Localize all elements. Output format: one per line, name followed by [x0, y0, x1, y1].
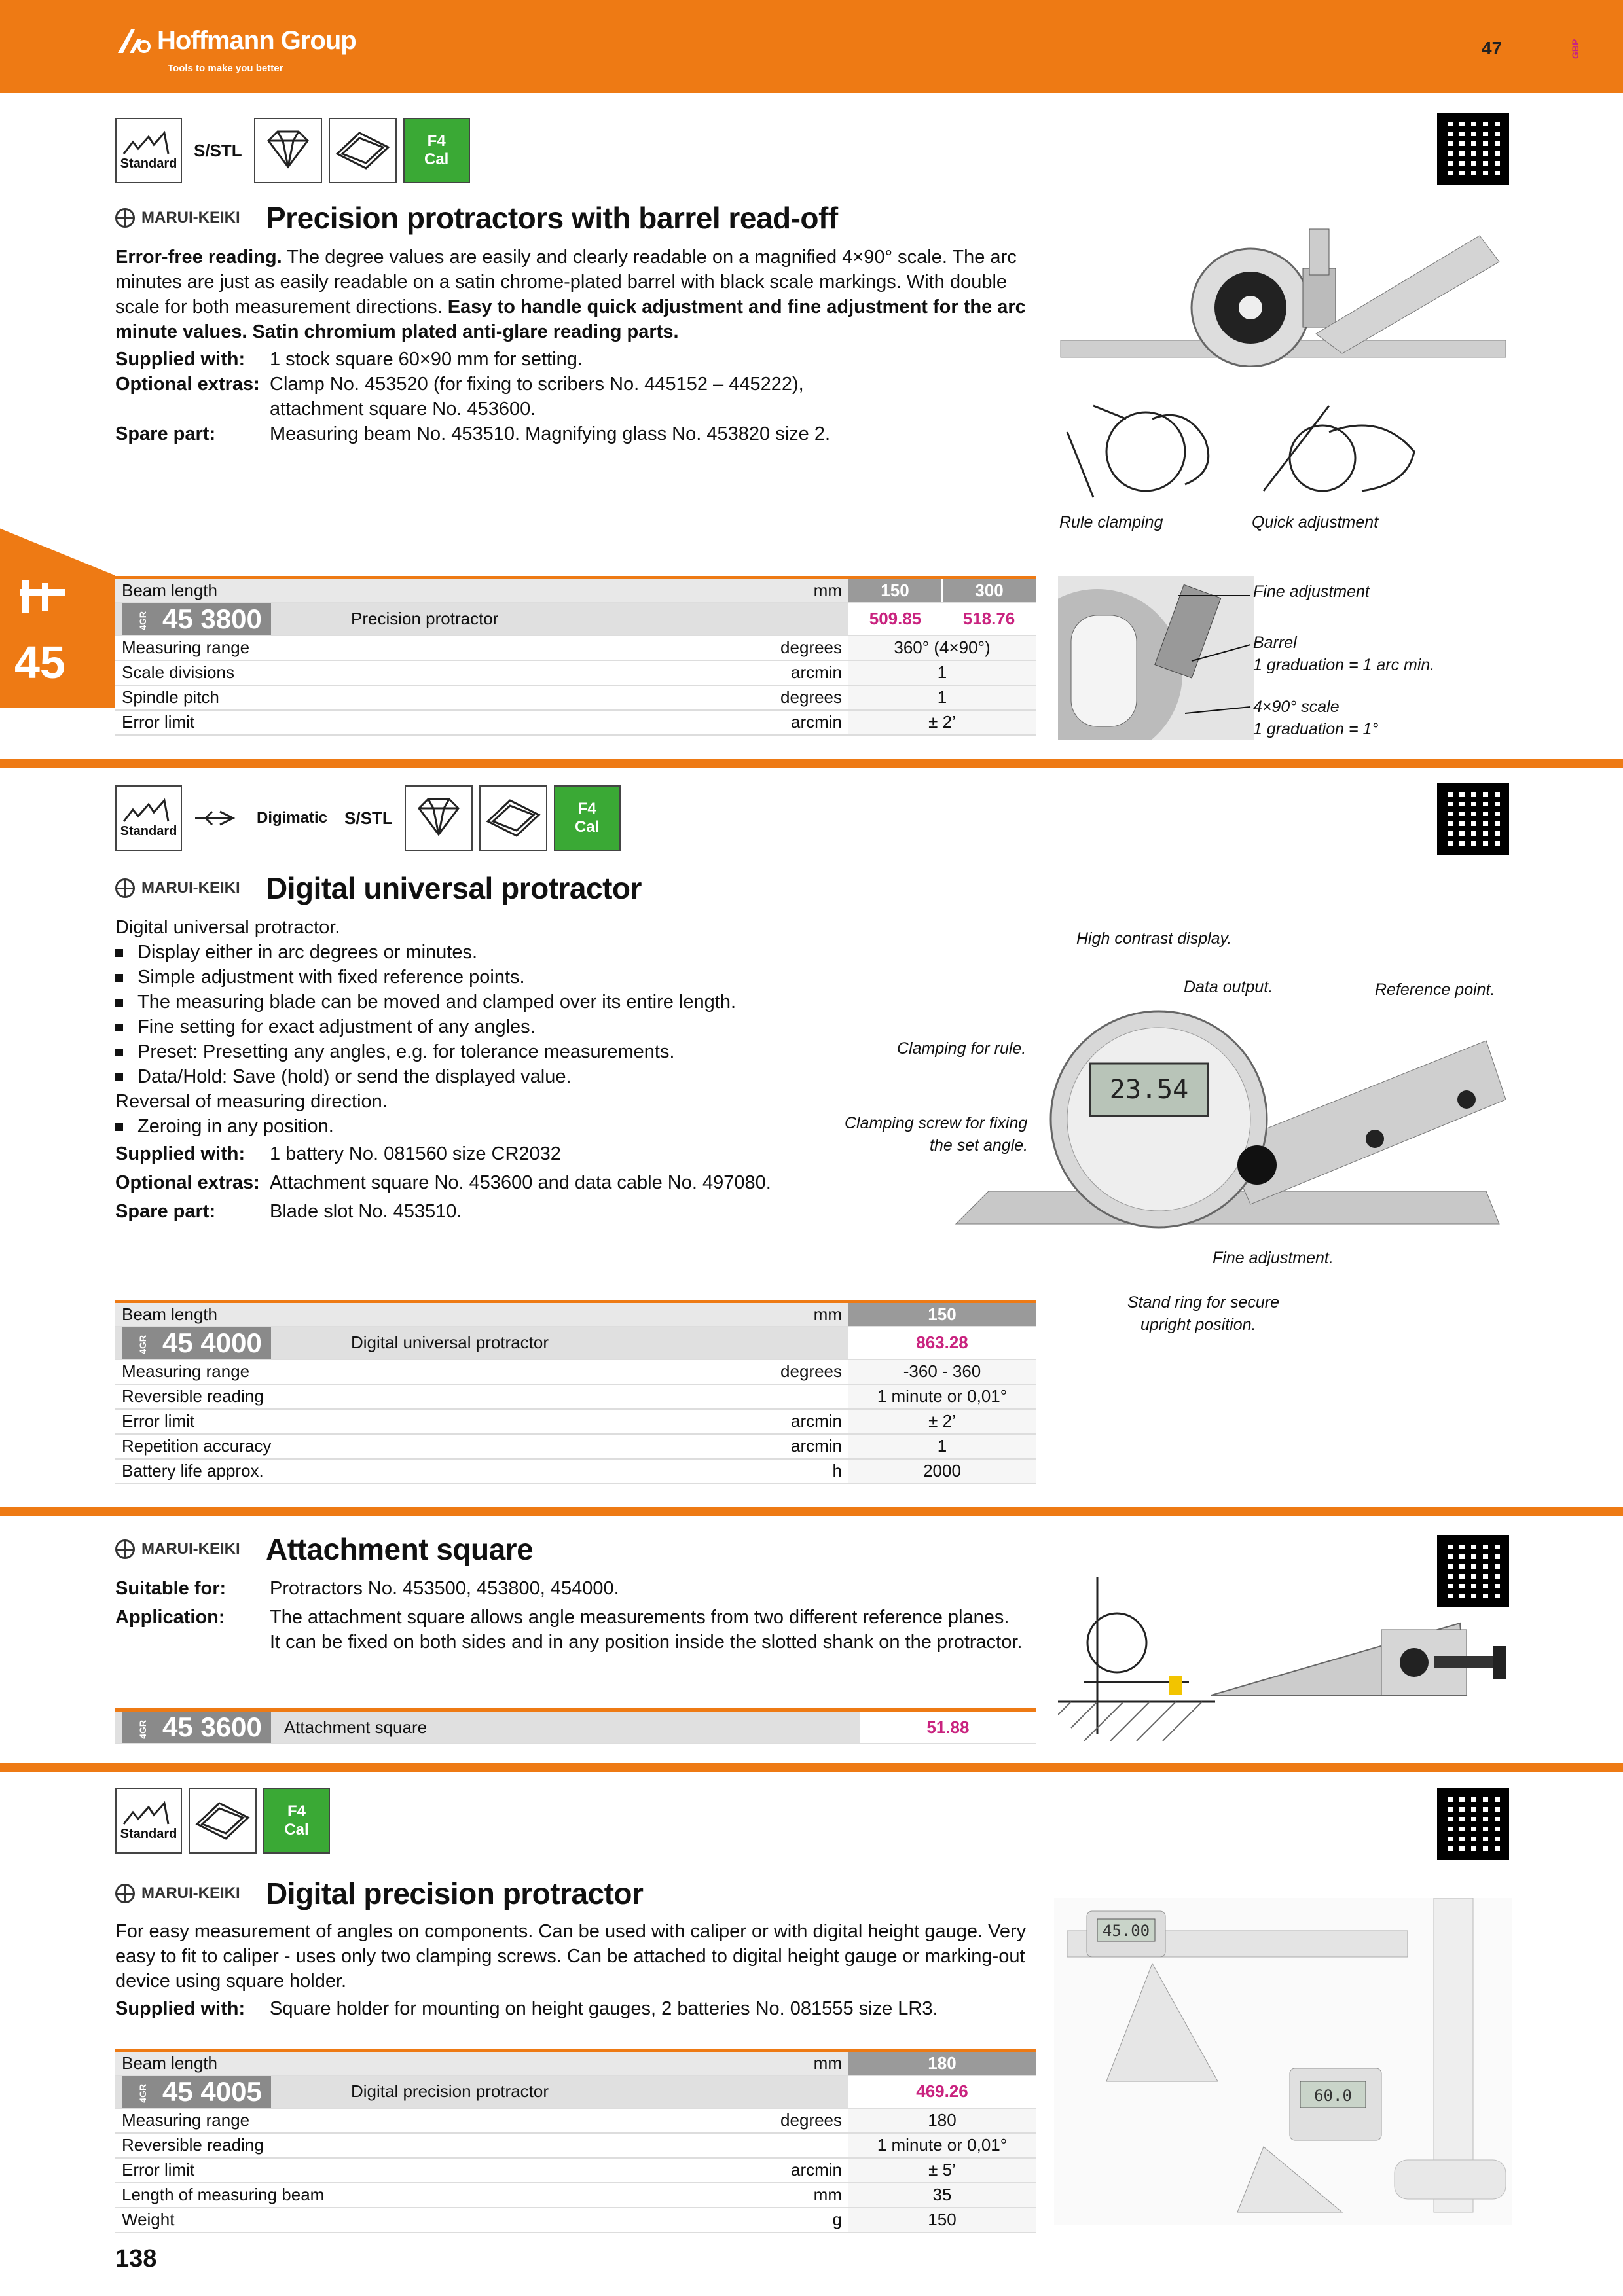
article-number: 4GR 45 4005: [122, 2076, 271, 2108]
brand-globe-icon: [115, 208, 135, 228]
price-180: 469.26: [848, 2075, 1036, 2108]
calibration-badge: F4 Cal: [554, 785, 621, 851]
caption-data-output: Data output.: [1184, 978, 1273, 996]
article-number: 4GR 45 4000: [122, 1327, 271, 1359]
caliper-icon: [13, 576, 72, 622]
brand-globe-icon: [115, 1884, 135, 1903]
standard-icon: Standard: [115, 118, 182, 183]
caption-fine-adjustment-2: Fine adjustment.: [1213, 1249, 1334, 1267]
brand-marui-keiki-1: MARUI-KEIKI: [115, 208, 240, 228]
spec-table-2: Beam length mm 150 4GR 45 4000 Digital universal protractor 863.28 Measuring range degrees -360 - 360 Reversible reading 1 minute or 0,01° Error limit arcmin ± 2’ Repetition accuracy arcmin 1 Battery life approx. h 2000: [115, 1300, 1036, 1484]
digital-protractor-image: [949, 969, 1512, 1244]
brand-marui-keiki-2: MARUI-KEIKI: [115, 878, 240, 898]
product-title-4: Digital precision protractor: [266, 1876, 644, 1910]
product-title-1: Precision protractors with barrel read-off: [266, 201, 838, 235]
page-number-top: 47: [1482, 38, 1503, 58]
attachment-square-image: [1211, 1617, 1512, 1708]
caption-fine-adjustment: Fine adjustment: [1253, 583, 1370, 601]
caption-scale: 4×90° scale: [1253, 698, 1340, 716]
sstl-label: S/STL: [189, 118, 247, 183]
product-title-3: Attachment square: [266, 1532, 534, 1566]
article-number: 4GR 45 3800: [122, 603, 271, 635]
price: 51.88: [860, 1710, 1036, 1744]
digital-precision-protractor-image: [1054, 1898, 1512, 2225]
article-number: 4GR 45 3600: [122, 1712, 271, 1743]
display-readout-2: 60.0: [1314, 2087, 1352, 2105]
case-icon: [189, 1788, 257, 1854]
qr-code-3[interactable]: [1437, 1535, 1509, 1607]
brand-logo: [115, 26, 356, 56]
spec-table-3: 4GR 45 3600 Attachment square 51.88: [115, 1708, 1036, 1744]
brand-marui-keiki-4: MARUI-KEIKI: [115, 1884, 240, 1903]
product-title-2: Digital universal protractor: [266, 871, 642, 905]
brand-tagline: Tools to make you better: [168, 63, 283, 74]
product-description-2: Digital universal protractor. Display either in arc degrees or minutes. Simple adjustment with fixed reference points. The measuring blade can be moved and clamped over its entire length. Fine setting for exact adjustment of any angles. Preset: Presetting any angles, e.g. for tolerance measurements. Data/Hold: Save (hold) or send the displayed value. Reversal of measuring direction. Zeroing in any position. Supplied with: 1 battery No. 081560 size CR2032 Optional extras: Attachment square No. 453600 and data cable No. 497080. Spare part: Blade slot No. 453510.: [115, 917, 771, 1222]
diamond-icon: [405, 785, 473, 851]
qr-code-1[interactable]: [1437, 113, 1509, 185]
caption-rule-clamping: Rule clamping: [1059, 513, 1163, 531]
price-150: 863.28: [848, 1327, 1036, 1359]
case-icon: [329, 118, 397, 183]
brand-name: Hoffmann Group: [157, 26, 356, 55]
caption-scale-graduation: 1 graduation = 1°: [1253, 720, 1379, 738]
caption-reference-point: Reference point.: [1375, 980, 1495, 999]
qr-code-2[interactable]: [1437, 783, 1509, 855]
barrel-protractor-image: [1054, 223, 1512, 367]
rule-clamping-image: [1054, 393, 1237, 504]
case-icon: [479, 785, 547, 851]
caption-clamping-rule: Clamping for rule.: [897, 1039, 1027, 1058]
caption-clamping-screw-2: the set angle.: [930, 1136, 1029, 1155]
product-description-4: For easy measurement of angles on components. Can be used with caliper or with digital height gauge. Very easy to fit to caliper - uses only two clamping screws. Can be attached to digital height gauge or marking-out device using square holder. Supplied with: Square holder for mounting on height gauges, 2 batteries No. 081555 size LR3.: [115, 1921, 1027, 2019]
section-number: 45: [14, 637, 65, 688]
display-readout: 23.54: [1109, 1075, 1189, 1105]
region-label: GBP: [1570, 39, 1580, 59]
page-number-bottom: 138: [115, 2245, 157, 2272]
product-description-1: Error-free reading. The degree values are easily and clearly readable on a magnified 4×90° scale. The arc minutes are just as easily readable on a satin chrome-plated barrel with black scale markings. With double scale for both measurement directions. Easy to handle quick adjustment and fine adjustment for the arc minute values. Satin chromium plated anti-glare reading parts.: [115, 247, 1026, 342]
calibration-badge: F4 Cal: [263, 1788, 330, 1854]
qr-code-4[interactable]: [1437, 1788, 1509, 1860]
sstl-label: S/STL: [339, 785, 398, 851]
leader-lines-1: [1178, 583, 1257, 753]
hoffmann-logo-icon: [115, 27, 151, 56]
caption-barrel: Barrel: [1253, 634, 1297, 652]
spec-table-4: Beam length mm 180 4GR 45 4005 Digital precision protractor 469.26 Measuring range degrees 180 Reversible reading 1 minute or 0,01° Error limit arcmin ± 5’ Length of measuring beam mm 35 Weight g 150: [115, 2049, 1036, 2233]
attachment-diagram-image: [1058, 1571, 1215, 1741]
spec-table-1: Beam length mm 150 300 4GR 45 3800 Precision protractor 509.85 518.76 Measuring range degrees 360° (4×90°) Scale divisions arcmin 1 Spindle pitch degrees 1 Error limit arcmin ± 2’: [115, 576, 1036, 736]
price-300: 518.76: [942, 603, 1036, 636]
feature-icons-4: [115, 1788, 330, 1854]
brand-globe-icon: [115, 1539, 135, 1559]
brand-globe-icon: [115, 878, 135, 898]
diamond-icon: [254, 118, 322, 183]
feature-icons-2: [115, 785, 621, 851]
price-150: 509.85: [848, 603, 942, 636]
caption-stand-ring-2: upright position.: [1140, 1316, 1256, 1334]
product-details-1: Supplied with: 1 stock square 60×90 mm for setting. Optional extras: Clamp No. 453520 (for fixing to scribers No. 445152 – 445222), attachment square No. 453600. Spare part: Measuring beam No. 453510. Magnifying glass No. 453820 size 2.: [115, 349, 831, 444]
brand-marui-keiki-3: MARUI-KEIKI: [115, 1539, 240, 1559]
usb-icon: [189, 785, 245, 851]
standard-icon: Standard: [115, 1788, 182, 1854]
section-divider-2: [0, 1507, 1623, 1516]
section-divider-1: [0, 759, 1623, 768]
caption-high-contrast: High contrast display.: [1076, 929, 1232, 948]
caption-quick-adjustment: Quick adjustment: [1252, 513, 1379, 531]
display-readout-1: 45.00: [1102, 1922, 1150, 1940]
caption-stand-ring: Stand ring for secure: [1127, 1293, 1280, 1312]
quick-adjustment-image: [1250, 393, 1434, 504]
section-divider-3: [0, 1763, 1623, 1772]
caption-clamping-screw: Clamping screw for fixing: [845, 1114, 1028, 1132]
feature-icons-1: [115, 118, 470, 183]
digimatic-label: Digimatic: [251, 785, 333, 851]
caption-barrel-graduation: 1 graduation = 1 arc min.: [1253, 656, 1435, 674]
standard-icon: Standard: [115, 785, 182, 851]
calibration-badge: F4 Cal: [403, 118, 470, 183]
product-details-3: Suitable for: Protractors No. 453500, 453800, 454000. Application: The attachment square allows angle measurements from two different reference planes. It can be fixed on both sides and in any position inside the slotted shank on the protractor.: [115, 1578, 1023, 1653]
